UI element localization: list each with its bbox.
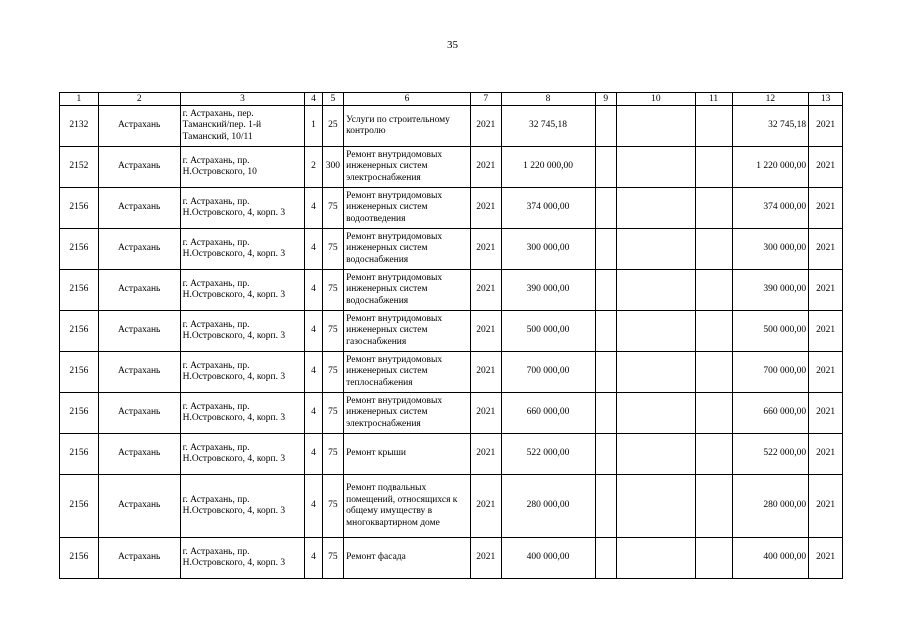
cell-col5: 75 bbox=[322, 270, 343, 311]
cell-col4: 2 bbox=[305, 147, 322, 188]
cell-col4: 1 bbox=[305, 106, 322, 147]
cell-col11 bbox=[695, 188, 732, 229]
column-header: 5 bbox=[322, 93, 343, 106]
cell-municipality: Астрахань bbox=[98, 188, 180, 229]
cell-col5: 75 bbox=[322, 311, 343, 352]
cell-col4: 4 bbox=[305, 188, 322, 229]
table-row bbox=[60, 475, 843, 538]
cell-col10 bbox=[617, 188, 696, 229]
cell-year: 2021 bbox=[470, 538, 501, 579]
cell-col5: 75 bbox=[322, 393, 343, 434]
cell-completion-year: 2021 bbox=[809, 475, 843, 538]
table-row bbox=[60, 434, 843, 475]
page-number: 35 bbox=[447, 39, 458, 51]
cell-col4: 4 bbox=[305, 311, 322, 352]
cell-col10 bbox=[617, 393, 696, 434]
table-row bbox=[60, 352, 843, 393]
cell-municipality: Астрахань bbox=[98, 352, 180, 393]
cell-work-type: Ремонт внутридомовых инженерных систем газоснабжения bbox=[344, 311, 471, 352]
cell-completion-year: 2021 bbox=[809, 311, 843, 352]
table-body bbox=[60, 106, 843, 579]
cell-cost-total: 300 000,00 bbox=[732, 229, 809, 270]
cell-col10 bbox=[617, 229, 696, 270]
cell-municipality: Астрахань bbox=[98, 270, 180, 311]
cell-cost-total: 400 000,00 bbox=[732, 538, 809, 579]
table-row bbox=[60, 270, 843, 311]
cell-col11 bbox=[695, 393, 732, 434]
cell-col11 bbox=[695, 475, 732, 538]
cell-col11 bbox=[695, 106, 732, 147]
cell-cost-total: 660 000,00 bbox=[732, 393, 809, 434]
column-header: 10 bbox=[617, 93, 696, 106]
cell-address: г. Астрахань, пр. Н.Островского, 10 bbox=[180, 147, 305, 188]
cell-work-type: Ремонт внутридомовых инженерных систем электроснабжения bbox=[344, 147, 471, 188]
cell-year: 2021 bbox=[470, 188, 501, 229]
column-header: 3 bbox=[180, 93, 305, 106]
cell-record-number: 2156 bbox=[60, 311, 99, 352]
cell-col11 bbox=[695, 311, 732, 352]
cell-col10 bbox=[617, 434, 696, 475]
cell-col5: 75 bbox=[322, 188, 343, 229]
cell-cost-total: 374 000,00 bbox=[732, 188, 809, 229]
column-header: 7 bbox=[470, 93, 501, 106]
cell-cost-total: 280 000,00 bbox=[732, 475, 809, 538]
cell-municipality: Астрахань bbox=[98, 434, 180, 475]
cell-col10 bbox=[617, 538, 696, 579]
cell-address: г. Астрахань, пр. Н.Островского, 4, корп. 3 bbox=[180, 311, 305, 352]
cell-record-number: 2156 bbox=[60, 188, 99, 229]
cell-col11 bbox=[695, 147, 732, 188]
cell-col9 bbox=[595, 475, 616, 538]
cell-record-number: 2156 bbox=[60, 352, 99, 393]
cell-municipality: Астрахань bbox=[98, 311, 180, 352]
cell-col10 bbox=[617, 270, 696, 311]
cell-address: г. Астрахань, пр. Н.Островского, 4, корп. 3 bbox=[180, 229, 305, 270]
cell-work-type: Ремонт внутридомовых инженерных систем теплоснабжения bbox=[344, 352, 471, 393]
cell-year: 2021 bbox=[470, 147, 501, 188]
table-row bbox=[60, 188, 843, 229]
cell-record-number: 2156 bbox=[60, 434, 99, 475]
cell-col9 bbox=[595, 188, 616, 229]
cell-completion-year: 2021 bbox=[809, 229, 843, 270]
cell-completion-year: 2021 bbox=[809, 270, 843, 311]
cell-address: г. Астрахань, пр. Н.Островского, 4, корп. 3 bbox=[180, 352, 305, 393]
cell-cost: 32 745,18 bbox=[501, 106, 595, 147]
cell-cost: 700 000,00 bbox=[501, 352, 595, 393]
cell-cost: 374 000,00 bbox=[501, 188, 595, 229]
table-row bbox=[60, 229, 843, 270]
column-header: 9 bbox=[595, 93, 616, 106]
cell-address: г. Астрахань, пр. Н.Островского, 4, корп. 3 bbox=[180, 270, 305, 311]
cell-cost-total: 522 000,00 bbox=[732, 434, 809, 475]
column-number-row bbox=[60, 93, 843, 106]
cell-cost-total: 500 000,00 bbox=[732, 311, 809, 352]
cell-col5: 25 bbox=[322, 106, 343, 147]
column-header: 8 bbox=[501, 93, 595, 106]
cell-work-type: Услуги по строительному контролю bbox=[344, 106, 471, 147]
table-row bbox=[60, 393, 843, 434]
cell-year: 2021 bbox=[470, 311, 501, 352]
cell-address: г. Астрахань, пр. Н.Островского, 4, корп. 3 bbox=[180, 475, 305, 538]
cell-municipality: Астрахань bbox=[98, 475, 180, 538]
cell-work-type: Ремонт фасада bbox=[344, 538, 471, 579]
cell-record-number: 2156 bbox=[60, 538, 99, 579]
cell-record-number: 2156 bbox=[60, 229, 99, 270]
cell-col5: 75 bbox=[322, 352, 343, 393]
cell-cost-total: 32 745,18 bbox=[732, 106, 809, 147]
cell-col4: 4 bbox=[305, 229, 322, 270]
cell-cost: 280 000,00 bbox=[501, 475, 595, 538]
cell-work-type: Ремонт подвальных помещений, относящихся к общему имуществу в многоквартирном доме bbox=[344, 475, 471, 538]
cell-record-number: 2156 bbox=[60, 475, 99, 538]
cell-col4: 4 bbox=[305, 475, 322, 538]
cell-col9 bbox=[595, 538, 616, 579]
column-header: 4 bbox=[305, 93, 322, 106]
column-header: 11 bbox=[695, 93, 732, 106]
cell-completion-year: 2021 bbox=[809, 352, 843, 393]
cell-cost: 300 000,00 bbox=[501, 229, 595, 270]
cell-address: г. Астрахань, пер. Таманский/пер. 1-й Таманский, 10/11 bbox=[180, 106, 305, 147]
cell-col5: 75 bbox=[322, 475, 343, 538]
cell-cost: 400 000,00 bbox=[501, 538, 595, 579]
cell-municipality: Астрахань bbox=[98, 538, 180, 579]
cell-work-type: Ремонт внутридомовых инженерных систем водоснабжения bbox=[344, 270, 471, 311]
cell-col10 bbox=[617, 475, 696, 538]
cell-completion-year: 2021 bbox=[809, 393, 843, 434]
cell-municipality: Астрахань bbox=[98, 229, 180, 270]
cell-municipality: Астрахань bbox=[98, 147, 180, 188]
cell-cost-total: 390 000,00 bbox=[732, 270, 809, 311]
cell-col9 bbox=[595, 229, 616, 270]
cell-year: 2021 bbox=[470, 393, 501, 434]
cell-col10 bbox=[617, 311, 696, 352]
cell-work-type: Ремонт внутридомовых инженерных систем водоотведения bbox=[344, 188, 471, 229]
repair-schedule-table bbox=[59, 92, 843, 579]
cell-col9 bbox=[595, 270, 616, 311]
cell-year: 2021 bbox=[470, 352, 501, 393]
column-header: 1 bbox=[60, 93, 99, 106]
cell-col4: 4 bbox=[305, 270, 322, 311]
cell-work-type: Ремонт внутридомовых инженерных систем электроснабжения bbox=[344, 393, 471, 434]
cell-col5: 75 bbox=[322, 229, 343, 270]
cell-col9 bbox=[595, 147, 616, 188]
cell-col11 bbox=[695, 538, 732, 579]
cell-work-type: Ремонт крыши bbox=[344, 434, 471, 475]
cell-cost: 660 000,00 bbox=[501, 393, 595, 434]
cell-address: г. Астрахань, пр. Н.Островского, 4, корп. 3 bbox=[180, 393, 305, 434]
cell-completion-year: 2021 bbox=[809, 106, 843, 147]
cell-col9 bbox=[595, 311, 616, 352]
cell-col11 bbox=[695, 434, 732, 475]
cell-col4: 4 bbox=[305, 434, 322, 475]
cell-col4: 4 bbox=[305, 352, 322, 393]
cell-year: 2021 bbox=[470, 434, 501, 475]
cell-col9 bbox=[595, 434, 616, 475]
cell-col4: 4 bbox=[305, 393, 322, 434]
table-row bbox=[60, 538, 843, 579]
cell-col10 bbox=[617, 352, 696, 393]
cell-completion-year: 2021 bbox=[809, 147, 843, 188]
cell-record-number: 2152 bbox=[60, 147, 99, 188]
column-header: 13 bbox=[809, 93, 843, 106]
cell-col5: 75 bbox=[322, 538, 343, 579]
table-row bbox=[60, 311, 843, 352]
cell-col10 bbox=[617, 147, 696, 188]
cell-address: г. Астрахань, пр. Н.Островского, 4, корп. 3 bbox=[180, 538, 305, 579]
column-header: 12 bbox=[732, 93, 809, 106]
cell-municipality: Астрахань bbox=[98, 106, 180, 147]
cell-col9 bbox=[595, 106, 616, 147]
cell-completion-year: 2021 bbox=[809, 188, 843, 229]
cell-address: г. Астрахань, пр. Н.Островского, 4, корп. 3 bbox=[180, 434, 305, 475]
cell-cost-total: 1 220 000,00 bbox=[732, 147, 809, 188]
cell-cost-total: 700 000,00 bbox=[732, 352, 809, 393]
cell-col10 bbox=[617, 106, 696, 147]
cell-municipality: Астрахань bbox=[98, 393, 180, 434]
cell-address: г. Астрахань, пр. Н.Островского, 4, корп. 3 bbox=[180, 188, 305, 229]
cell-cost: 1 220 000,00 bbox=[501, 147, 595, 188]
cell-col11 bbox=[695, 352, 732, 393]
cell-cost: 390 000,00 bbox=[501, 270, 595, 311]
cell-record-number: 2156 bbox=[60, 270, 99, 311]
cell-col5: 75 bbox=[322, 434, 343, 475]
cell-cost: 500 000,00 bbox=[501, 311, 595, 352]
cell-record-number: 2132 bbox=[60, 106, 99, 147]
cell-year: 2021 bbox=[470, 270, 501, 311]
cell-col4: 4 bbox=[305, 538, 322, 579]
column-header: 2 bbox=[98, 93, 180, 106]
table-row bbox=[60, 147, 843, 188]
column-header: 6 bbox=[344, 93, 471, 106]
cell-completion-year: 2021 bbox=[809, 538, 843, 579]
cell-record-number: 2156 bbox=[60, 393, 99, 434]
cell-cost: 522 000,00 bbox=[501, 434, 595, 475]
cell-work-type: Ремонт внутридомовых инженерных систем водоснабжения bbox=[344, 229, 471, 270]
cell-col9 bbox=[595, 352, 616, 393]
table-row bbox=[60, 106, 843, 147]
cell-completion-year: 2021 bbox=[809, 434, 843, 475]
cell-col11 bbox=[695, 229, 732, 270]
cell-year: 2021 bbox=[470, 106, 501, 147]
cell-year: 2021 bbox=[470, 475, 501, 538]
cell-col9 bbox=[595, 393, 616, 434]
cell-col11 bbox=[695, 270, 732, 311]
cell-year: 2021 bbox=[470, 229, 501, 270]
cell-col5: 300 bbox=[322, 147, 343, 188]
